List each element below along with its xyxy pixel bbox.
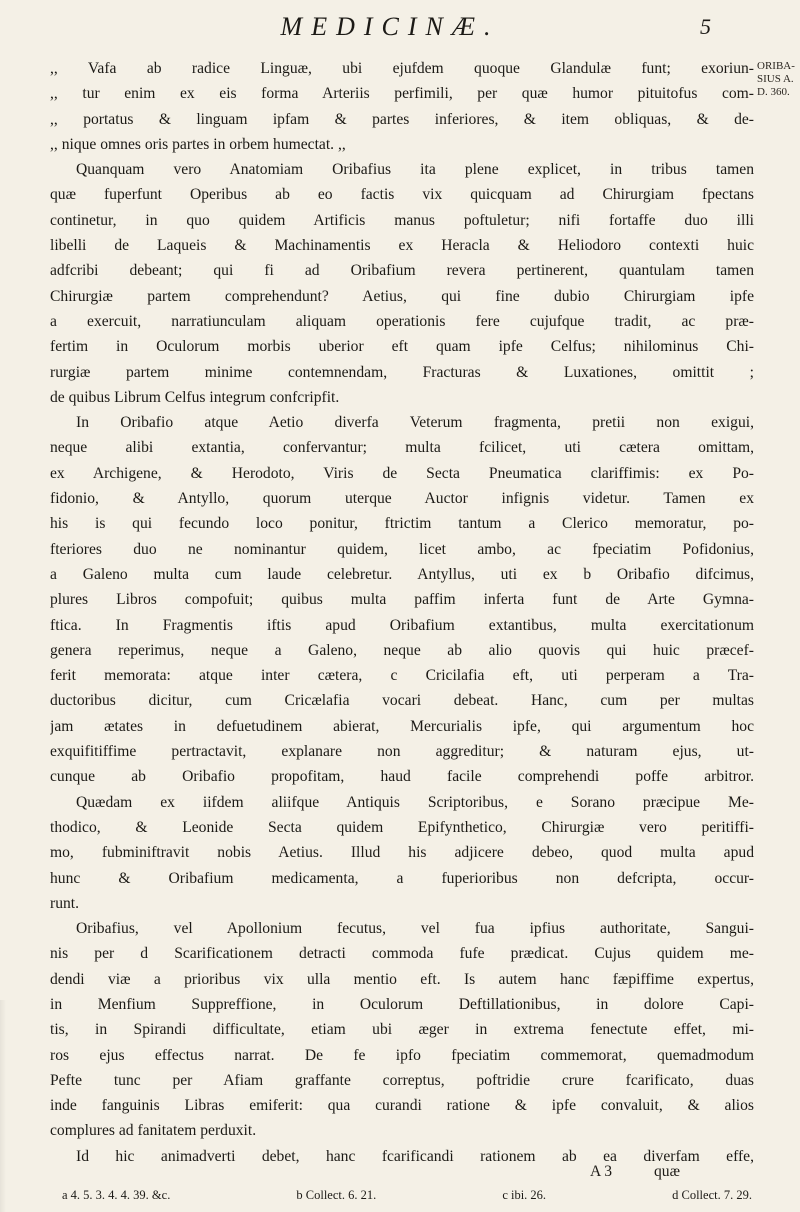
text-line: Quanquam vero Anatomiam Oribafius ita plene explicet, in tribus tamen (76, 161, 754, 179)
text-line: mo, fubminiftravit nobis Aetius. Illud his adjicere debeo, quod multa apud (50, 844, 754, 862)
text-line: ,, tur enim ex eis forma Arteriis perfimili, per quæ humor pituitofus com- (50, 85, 754, 103)
text-line: plures Libros compofuit; quibus multa paffim inferta funt de Arte Gymna- (50, 591, 754, 609)
text-line: tis, in Spirandi difficultate, etiam ubi æger in extrema fenectute effet, mi- (50, 1021, 754, 1039)
text-line: a exercuit, narratiunculam aliquam operationis fere cujufque tradit, ac præ- (50, 312, 754, 330)
text-line: ,, nique omnes oris partes in orbem humectat. ,, (50, 135, 346, 153)
text-line: Quædam ex iifdem aliifque Antiquis Scriptoribus, e Sorano præcipue Me- (76, 793, 754, 811)
text-line: his is qui fecundo loco ponitur, ftrictim tantum a Clerico memoratur, po- (50, 515, 754, 533)
text-line: cunque ab Oribafio propofitam, haud facile comprehendi poffe arbitror. (50, 768, 754, 786)
text-line: rurgiæ partem minime contemnendam, Fracturas & Luxationes, omittit ; (50, 363, 754, 381)
text-line: fteriores duo ne nominantur quidem, licet ambo, ac fpeciatim Pofidonius, (50, 540, 754, 558)
footnote: c ibi. 26. (502, 1188, 547, 1202)
text-line: neque alibi extantia, confervantur; multa fcilicet, uti cætera omittam, (50, 439, 754, 457)
text-line: Id hic animadverti debet, hanc fcarificandi rationem ab ea diverfam effe, (76, 1147, 754, 1165)
page-shadow (0, 1000, 6, 1212)
text-line: In Oribafio atque Aetio diverfa Veterum fragmenta, pretii non exigui, (76, 414, 754, 432)
text-line: de quibus Librum Celfus integrum confcripfit. (50, 388, 340, 406)
footnotes (62, 1188, 752, 1208)
catchword: quæ (654, 1163, 680, 1180)
text-line: fidonio, & Antyllo, quorum uterque Auctor infignis videtur. Tamen ex (50, 490, 754, 508)
text-line: ferit memorata: atque inter cætera, c Cricilafia eft, uti perperam a Tra- (50, 667, 754, 685)
text-line: Pefte tunc per Afiam graffante correptus, poftridie crure fcarificato, duas (50, 1071, 754, 1089)
text-line: ex Archigene, & Herodoto, Viris de Secta Pneumatica clariffimis: ex Po- (50, 464, 754, 482)
margin-note-line: ORIBA- (757, 60, 795, 72)
text-line: ftica. In Fragmentis iftis apud Oribafium extantibus, multa exercitationum (50, 616, 754, 634)
text-line: genera reperimus, neque a Galeno, neque ab alio quovis qui huic præcef- (50, 641, 754, 659)
running-head (0, 12, 800, 48)
text-line: quæ fuperfunt Operibus ab eo factis vix quicquam ad Chirurgiam fpectans (50, 186, 754, 204)
text-line: inde fanguinis Libras emiferit: qua curandi ratione & ipfe convaluit, & alios (50, 1097, 754, 1115)
margin-note (757, 60, 797, 99)
running-title: MEDICINÆ. (280, 12, 500, 41)
text-line: ,, Vafa ab radice Linguæ, ubi ejufdem quoque Glandulæ funt; exoriun- (50, 60, 754, 77)
text-line: ros ejus effectus narrat. De fe ipfo fpeciatim commemorat, quemadmodum (50, 1046, 754, 1064)
text-line: complures ad fanitatem perduxit. (50, 1122, 257, 1140)
margin-note-line: D. 360. (757, 86, 790, 98)
footnote: a 4. 5. 3. 4. 4. 39. &c. (62, 1188, 171, 1202)
text-line: thodico, & Leonide Secta quidem Epifynthetico, Chirurgiæ vero peritiffi- (50, 818, 754, 836)
text-line: jam ætates in defuetudinem abierat, Mercurialis ipfe, qui argumentum hoc (50, 717, 754, 735)
text-line: runt. (50, 894, 80, 912)
text-line: continetur, in quo quidem Artificis manus poftuletur; nifi fortaffe duo illi (50, 211, 754, 229)
text-line: Oribafius, vel Apollonium fecutus, vel fua ipfius authoritate, Sangui- (76, 920, 754, 938)
text-line: Chirurgiæ partem comprehendunt? Aetius, qui fine dubio Chirurgiam ipfe (50, 287, 754, 305)
text-line: ,, portatus & linguam ipfam & partes inferiores, & item obliquas, & de- (50, 110, 754, 128)
text-line: fertim in Oculorum morbis uberior eft quam ipfe Celfus; nihilominus Chi- (50, 338, 754, 356)
margin-note-line: SIUS A. (757, 73, 794, 85)
text-line: dendi viæ a prioribus vix ulla mentio eft. Is autem hanc fæpiffime expertus, (50, 970, 754, 988)
footnote: d Collect. 7. 29. (672, 1188, 752, 1202)
text-line: hunc & Oribafium medicamenta, a fuperioribus non defcripta, occur- (50, 869, 754, 887)
text-line: libelli de Laqueis & Machinamentis ex Heracla & Heliodoro contexti huic (50, 237, 754, 255)
text-line: in Menfium Suppreffione, in Oculorum Deftillationibus, in dolore Capi- (50, 995, 754, 1013)
text-line: adfcribi debeant; qui fi ad Oribafium revera pertinerent, quantulam tamen (50, 262, 754, 280)
body-text (50, 56, 754, 1169)
footnote: b Collect. 6. 21. (296, 1188, 377, 1202)
text-line: exquifitiffime pertractavit, explanare non aggreditur; & naturam ejus, ut- (50, 743, 754, 761)
text-line: a Galeno multa cum laude celebretur. Antyllus, uti ex b Oribafio difcimus, (50, 565, 754, 583)
text-line: nis per d Scarificationem detracti commoda fufe prædicat. Cujus quidem me- (50, 945, 754, 963)
signature-mark: A 3 (590, 1163, 613, 1180)
page-number: 5 (700, 14, 711, 39)
text-line: ductoribus dicitur, cum Cricælafia vocari debeat. Hanc, cum per multas (50, 692, 754, 710)
